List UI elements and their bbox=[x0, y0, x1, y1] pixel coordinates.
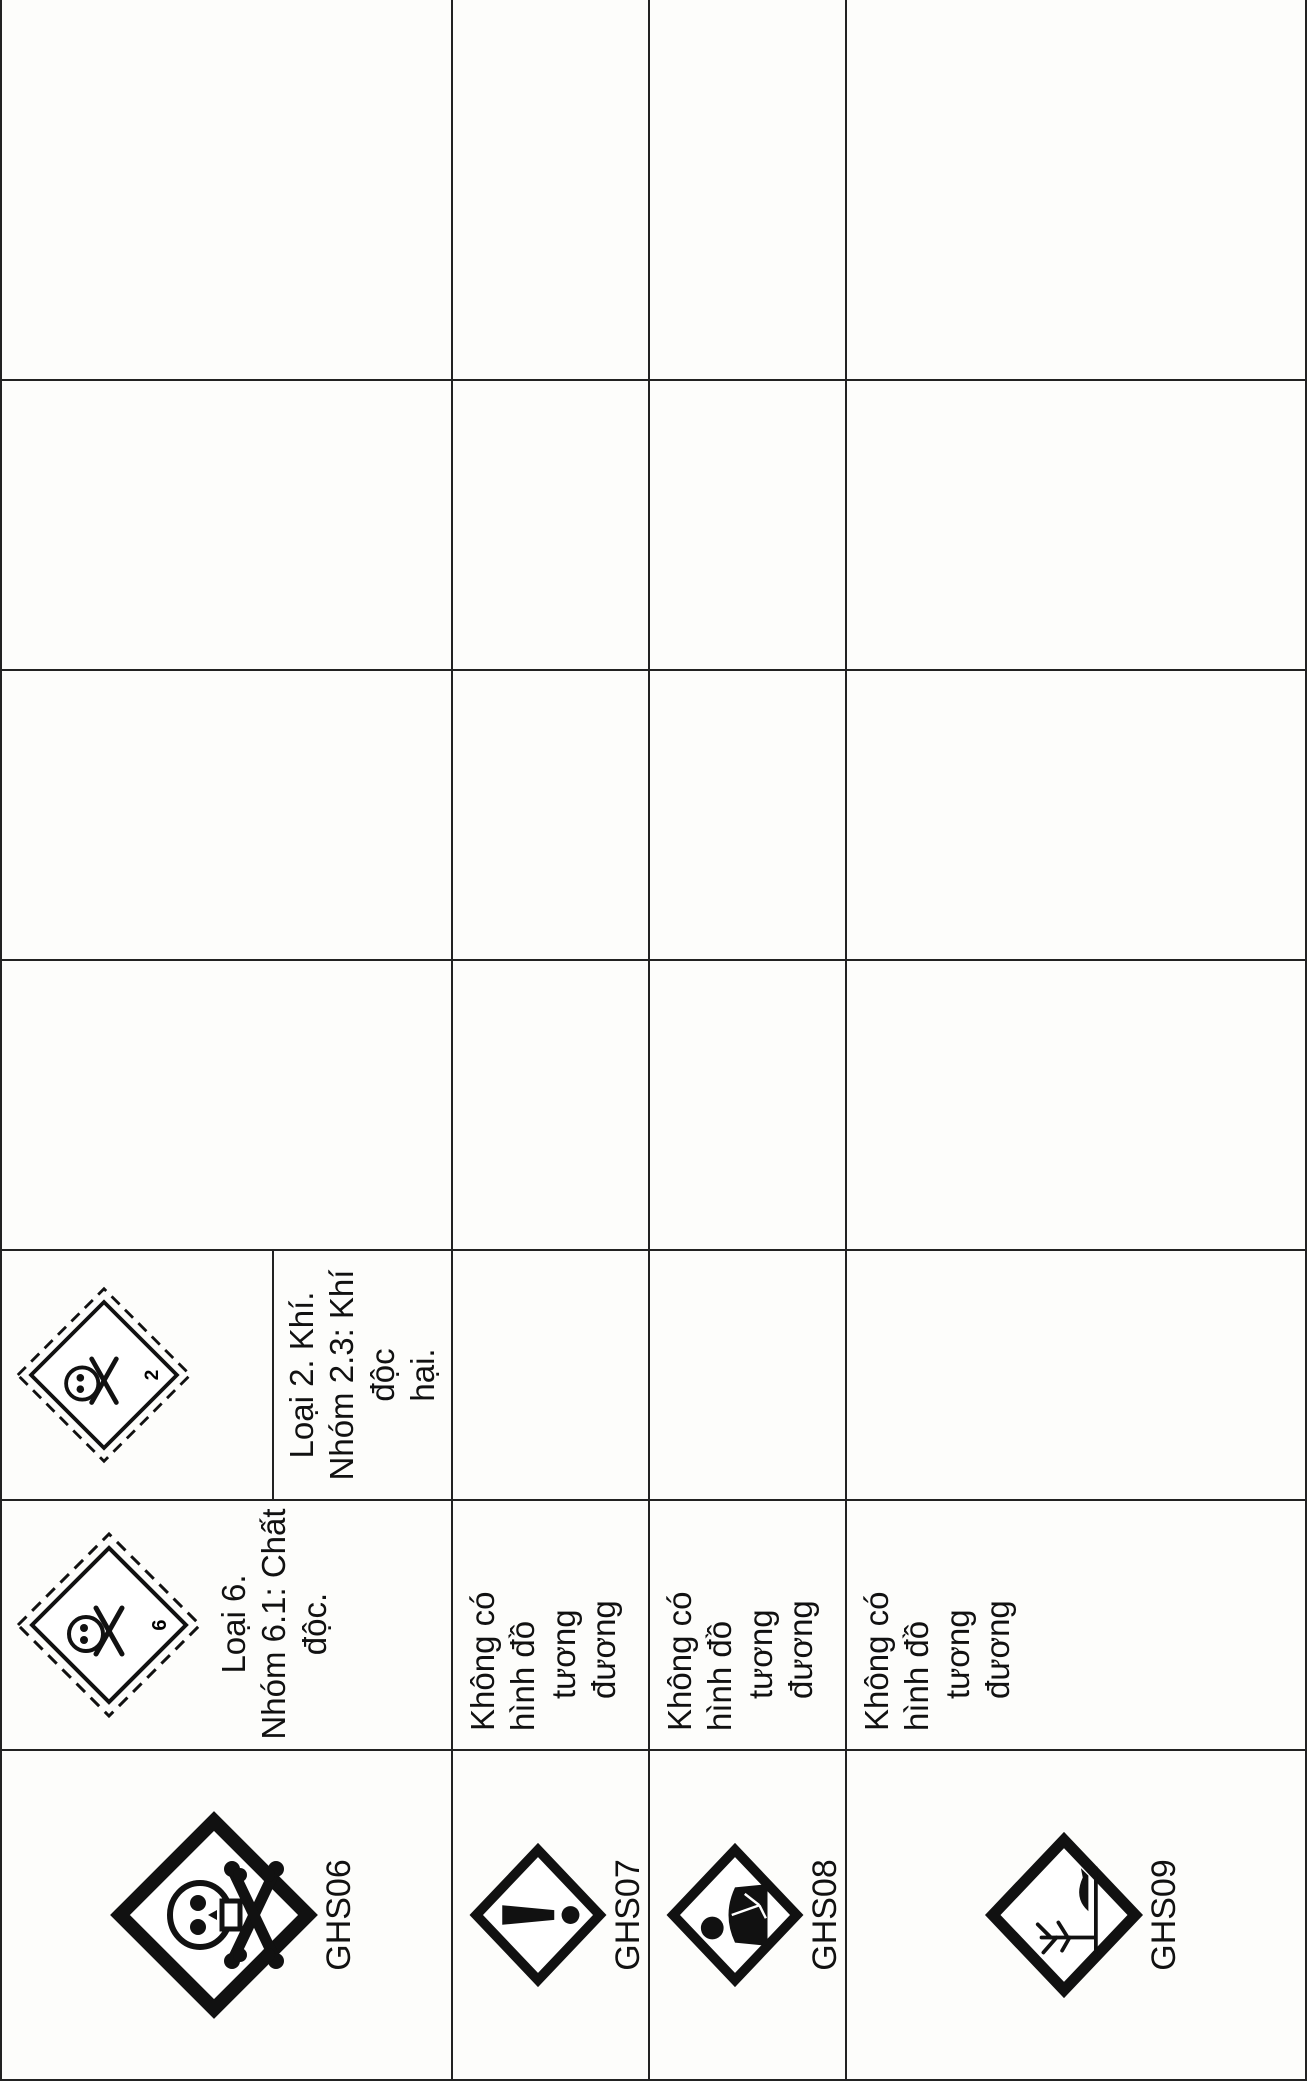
ghs-code: GHS08 bbox=[806, 1859, 844, 1971]
no-equivalent-line: tương đương bbox=[741, 1600, 819, 1699]
table-row-ghs08 bbox=[649, 0, 846, 2080]
empty-cell bbox=[452, 960, 649, 1250]
no-equivalent-line: Không có hình đồ bbox=[858, 1591, 936, 1731]
hazard-number: 2 bbox=[142, 1369, 164, 1381]
empty-cell bbox=[649, 380, 846, 670]
empty-cell bbox=[1, 960, 452, 1250]
transport-class-2-label bbox=[273, 1250, 452, 1500]
label-line: Loại 2. Khí. bbox=[283, 1291, 320, 1459]
ghs08-symbol-cell bbox=[649, 1750, 846, 2080]
ghs07-symbol-cell bbox=[452, 1750, 649, 2080]
empty-cell bbox=[1, 0, 452, 380]
no-equivalent-line: tương đương bbox=[544, 1600, 622, 1699]
empty-cell bbox=[452, 1250, 649, 1500]
skull-crossbones-dashed-diamond-icon bbox=[14, 1530, 204, 1720]
empty-cell bbox=[649, 670, 846, 960]
exclamation-mark-icon bbox=[473, 1830, 603, 2000]
empty-cell bbox=[649, 960, 846, 1250]
label-line: độc. bbox=[295, 1592, 333, 1656]
table-row-ghs07 bbox=[452, 0, 649, 2080]
transport-class-2-symbol-cell bbox=[1, 1250, 273, 1500]
ghs06-symbol-cell bbox=[1, 1750, 452, 2080]
transport-class-6-label bbox=[214, 1501, 335, 1747]
empty-cell bbox=[1, 670, 452, 960]
empty-cell bbox=[452, 0, 649, 380]
empty-cell bbox=[846, 670, 1306, 960]
label-line: Nhóm 2.3: Khí độc bbox=[323, 1269, 401, 1481]
ghs-code: GHS09 bbox=[1144, 1859, 1183, 1971]
ghs08-no-equivalent bbox=[649, 1500, 846, 1750]
ghs07-no-equivalent bbox=[452, 1500, 649, 1750]
empty-cell bbox=[452, 670, 649, 960]
skull-crossbones-dashed-diamond-icon bbox=[14, 1285, 194, 1465]
label-line: hại. bbox=[403, 1348, 441, 1402]
no-equivalent-line: tương đương bbox=[938, 1600, 1016, 1699]
table-row-ghs09 bbox=[846, 0, 1306, 2080]
hazard-number: 6 bbox=[149, 1619, 171, 1631]
table-row-ghs06 bbox=[1, 0, 273, 2080]
empty-cell bbox=[846, 0, 1306, 380]
empty-cell bbox=[846, 380, 1306, 670]
ghs09-no-equivalent bbox=[846, 1500, 1306, 1750]
label-line: Loại 6. bbox=[215, 1574, 252, 1674]
empty-cell bbox=[1, 380, 452, 670]
ghs-code: GHS06 bbox=[320, 1859, 358, 1971]
no-equivalent-line: Không có hình đồ bbox=[464, 1591, 542, 1731]
empty-cell bbox=[846, 1250, 1306, 1500]
label-line: Nhóm 6.1: Chất bbox=[255, 1508, 293, 1740]
environment-hazard-icon bbox=[989, 1820, 1139, 2010]
ghs09-symbol-cell bbox=[846, 1750, 1306, 2080]
empty-cell bbox=[649, 0, 846, 380]
health-hazard-icon bbox=[670, 1830, 800, 2000]
empty-cell bbox=[846, 960, 1306, 1250]
ghs-code: GHS07 bbox=[609, 1859, 647, 1971]
empty-cell bbox=[649, 1250, 846, 1500]
no-equivalent-line: Không có hình đồ bbox=[661, 1591, 739, 1731]
skull-crossbones-icon bbox=[114, 1815, 314, 2015]
empty-cell bbox=[452, 380, 649, 670]
